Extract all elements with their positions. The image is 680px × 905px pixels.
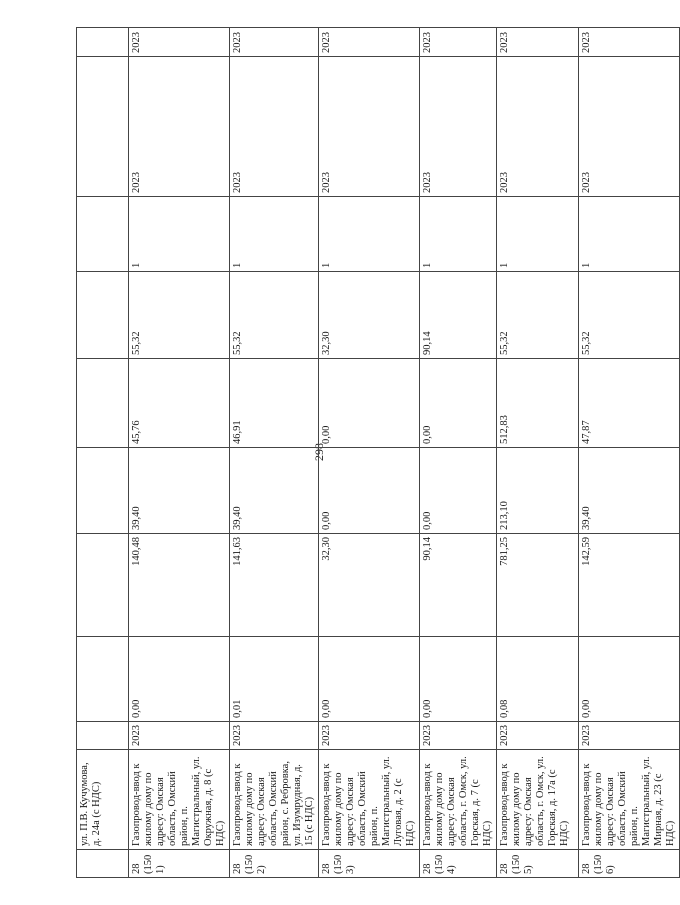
cell-c10: 2023 <box>230 57 319 197</box>
table-row <box>420 28 497 878</box>
cell-c3: 2023 <box>420 722 497 750</box>
cell-id: 28 (1503) <box>319 850 420 878</box>
cell-c7: 46,91 <box>230 359 319 448</box>
cell-c3 <box>77 722 129 750</box>
cell-c6: 0,00 <box>319 448 420 534</box>
cell-c3: 2023 <box>230 722 319 750</box>
cell-c9: 1 <box>129 197 230 272</box>
cell-c7: 47,87 <box>579 359 680 448</box>
cell-id: 28 (1504) <box>420 850 497 878</box>
cell-name: Газопровод-ввод к жилому дому по адресу: Омская область, Омский район, п. Магистральный, ул. Окружная, д. 8 (с НДС) <box>129 750 230 850</box>
cell-c3: 2023 <box>497 722 579 750</box>
cell-c4: 0,01 <box>230 637 319 722</box>
cell-name: Газопровод-ввод к жилому дому по адресу: Омская область, Омский район, с. Ребровка, ул. Изумрудная, д. 15 (с НДС) <box>230 750 319 850</box>
cell-id: 28 (1506) <box>579 850 680 878</box>
cell-c3: 2023 <box>319 722 420 750</box>
cell-name: Газопровод-ввод к жилому дому по адресу: Омская область, г. Омск, ул. Горская, д. 7 (с НДС) <box>420 750 497 850</box>
cell-c6: 39,40 <box>129 448 230 534</box>
cell-c5 <box>77 534 129 637</box>
investment-table <box>76 27 680 878</box>
cell-c11: 2023 <box>420 28 497 57</box>
table-row <box>77 28 129 878</box>
table-row <box>497 28 579 878</box>
cell-c8 <box>77 272 129 359</box>
cell-c11: 2023 <box>497 28 579 57</box>
cell-c5: 90,14 <box>420 534 497 637</box>
cell-c9 <box>77 197 129 272</box>
cell-id: 28 (1502) <box>230 850 319 878</box>
cell-c7 <box>77 359 129 448</box>
cell-c6: 213,10 <box>497 448 579 534</box>
table-row <box>579 28 680 878</box>
table-row <box>129 28 230 878</box>
cell-name: Газопровод-ввод к жилому дому по адресу: Омская область, Омский район, п. Магистральный, ул. Мирная, д. 23 (с НДС) <box>579 750 680 850</box>
cell-c5: 32,30 <box>319 534 420 637</box>
cell-c7: 45,76 <box>129 359 230 448</box>
cell-c6: 39,40 <box>230 448 319 534</box>
page-number: 298 <box>312 443 326 461</box>
table-row <box>319 28 420 878</box>
cell-c7: 0,00 <box>420 359 497 448</box>
rotated-table-container <box>76 28 676 878</box>
cell-c9: 1 <box>497 197 579 272</box>
cell-c4 <box>77 637 129 722</box>
cell-c4: 0,00 <box>420 637 497 722</box>
cell-c5: 140,48 <box>129 534 230 637</box>
cell-name: ул. П.В. Кучумова, д. 24а (с НДС) <box>77 750 129 850</box>
cell-c5: 142,59 <box>579 534 680 637</box>
cell-c5: 141,63 <box>230 534 319 637</box>
cell-c4: 0,00 <box>129 637 230 722</box>
cell-c10: 2023 <box>497 57 579 197</box>
cell-c11: 2023 <box>579 28 680 57</box>
cell-c4: 0,00 <box>319 637 420 722</box>
cell-name: Газопровод-ввод к жилому дому по адресу: Омская область, Омский район, п. Магистральный, ул. Луговая, д. 2 (с НДС) <box>319 750 420 850</box>
cell-id: 28 (1501) <box>129 850 230 878</box>
cell-c10: 2023 <box>129 57 230 197</box>
cell-c3: 2023 <box>129 722 230 750</box>
cell-c11: 2023 <box>129 28 230 57</box>
cell-c4: 0,08 <box>497 637 579 722</box>
cell-c8: 55,32 <box>497 272 579 359</box>
cell-c8: 55,32 <box>230 272 319 359</box>
cell-c7: 0,00 <box>319 359 420 448</box>
cell-c4: 0,00 <box>579 637 680 722</box>
cell-c8: 55,32 <box>129 272 230 359</box>
cell-c9: 1 <box>230 197 319 272</box>
cell-c11: 2023 <box>319 28 420 57</box>
cell-id <box>77 850 129 878</box>
cell-c6 <box>77 448 129 534</box>
cell-c3: 2023 <box>579 722 680 750</box>
cell-name: Газопровод-ввод к жилому дому по адресу: Омская область, г. Омск, ул. Горская, д. 17а (с НДС) <box>497 750 579 850</box>
cell-c10: 2023 <box>420 57 497 197</box>
cell-c6: 0,00 <box>420 448 497 534</box>
cell-id: 28 (1505) <box>497 850 579 878</box>
cell-c8: 55,32 <box>579 272 680 359</box>
cell-c5: 781,25 <box>497 534 579 637</box>
cell-c8: 32,30 <box>319 272 420 359</box>
cell-c8: 90,14 <box>420 272 497 359</box>
cell-c10 <box>77 57 129 197</box>
cell-c10: 2023 <box>319 57 420 197</box>
table-row <box>230 28 319 878</box>
cell-c9: 1 <box>579 197 680 272</box>
cell-c9: 1 <box>420 197 497 272</box>
cell-c11 <box>77 28 129 57</box>
cell-c9: 1 <box>319 197 420 272</box>
cell-c6: 39,40 <box>579 448 680 534</box>
cell-c11: 2023 <box>230 28 319 57</box>
cell-c10: 2023 <box>579 57 680 197</box>
cell-c7: 512,83 <box>497 359 579 448</box>
